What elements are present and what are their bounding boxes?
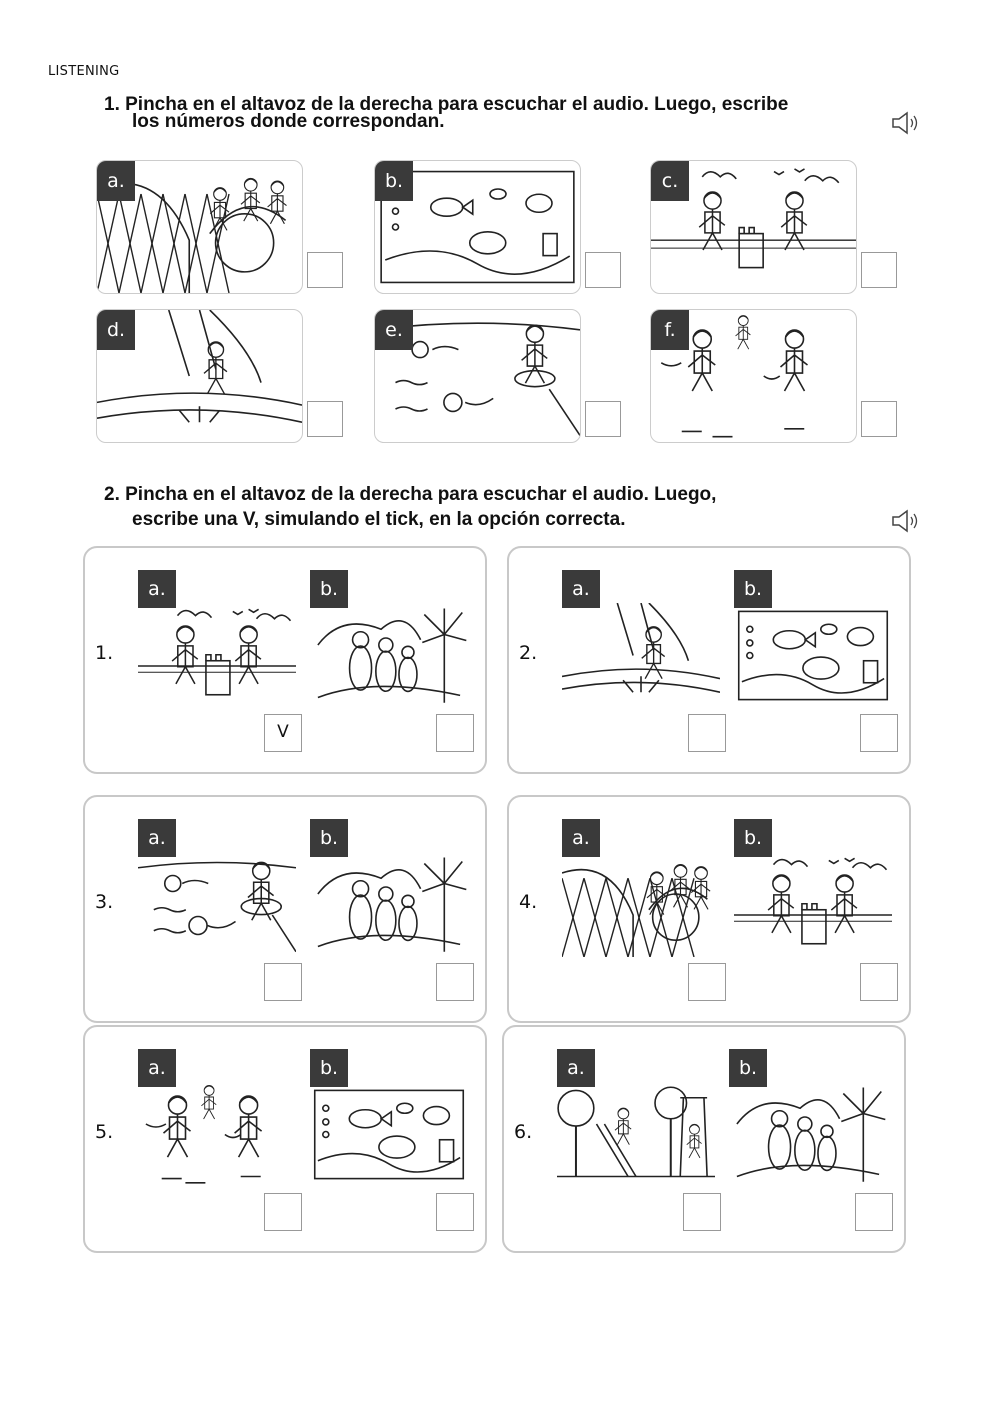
water-slide-illustration xyxy=(562,603,720,708)
option-b-picture xyxy=(310,852,468,957)
option-a-answer-box[interactable] xyxy=(688,714,726,752)
option-a-answer-box[interactable] xyxy=(264,1193,302,1231)
exercise1-picture-6 xyxy=(650,309,857,443)
exercise2-card-3 xyxy=(83,795,487,1023)
picture-tag: a. xyxy=(97,161,135,201)
item-number: 2. xyxy=(519,642,538,664)
option-a-tag: a. xyxy=(557,1049,595,1087)
option-b-picture xyxy=(729,1082,887,1187)
picture-tag: c. xyxy=(651,161,689,201)
option-b-tag: b. xyxy=(734,570,772,608)
zoo-penguins-illustration xyxy=(310,603,468,708)
item-number: 4. xyxy=(519,891,538,913)
aquarium-illustration xyxy=(310,1082,468,1187)
option-b-picture xyxy=(734,603,892,708)
option-b-tag: b. xyxy=(310,819,348,857)
option-b-picture xyxy=(310,603,468,708)
option-a-answer-box[interactable] xyxy=(683,1193,721,1231)
exercise2-instruction-line2: escribe una V, simulando el tick, en la opción correcta. xyxy=(132,509,626,530)
item-number: 3. xyxy=(95,891,114,913)
roller-coaster-illustration xyxy=(562,852,720,957)
option-a-answer-box[interactable]: V xyxy=(264,714,302,752)
playground-illustration xyxy=(557,1082,715,1187)
ice-skating-illustration xyxy=(138,1082,296,1187)
exercise1-picture-5 xyxy=(374,309,581,443)
option-a-picture xyxy=(138,1082,296,1187)
beach-illustration xyxy=(138,603,296,708)
answer-box[interactable] xyxy=(307,401,343,437)
exercise1-picture-1 xyxy=(96,160,303,294)
answer-box[interactable] xyxy=(585,401,621,437)
zoo-penguins-illustration xyxy=(310,852,468,957)
option-b-picture xyxy=(734,852,892,957)
answer-box[interactable] xyxy=(861,252,897,288)
picture-tag: e. xyxy=(375,310,413,350)
picture-tag: f. xyxy=(651,310,689,350)
picture-tag: d. xyxy=(97,310,135,350)
option-a-picture xyxy=(138,852,296,957)
exercise1-instruction xyxy=(104,94,788,132)
option-b-answer-box[interactable] xyxy=(860,714,898,752)
option-a-tag: a. xyxy=(138,1049,176,1087)
exercise2-card-5 xyxy=(83,1025,487,1253)
option-a-tag: a. xyxy=(562,570,600,608)
option-a-tag: a. xyxy=(562,819,600,857)
option-b-answer-box[interactable] xyxy=(436,714,474,752)
worksheet-header: LISTENING xyxy=(48,64,120,79)
exercise2-instruction xyxy=(104,482,716,532)
exercise2-card-6 xyxy=(502,1025,906,1253)
item-number: 6. xyxy=(514,1121,533,1143)
exercise2-card-2 xyxy=(507,546,911,774)
beach-illustration xyxy=(734,852,892,957)
answer-box[interactable] xyxy=(307,252,343,288)
option-a-picture xyxy=(557,1082,715,1187)
exercise2-card-4 xyxy=(507,795,911,1023)
option-a-answer-box[interactable] xyxy=(264,963,302,1001)
exercise1-instruction-line2: los números donde correspondan. xyxy=(132,111,445,132)
swimming-pool-illustration xyxy=(138,852,296,957)
speaker-icon[interactable] xyxy=(890,508,920,534)
exercise2-card-1 xyxy=(83,546,487,774)
aquarium-illustration xyxy=(734,603,892,708)
exercise1-picture-3 xyxy=(650,160,857,294)
option-b-answer-box[interactable] xyxy=(436,963,474,1001)
exercise1-instruction-line1: 1. Pincha en el altavoz de la derecha para escuchar el audio. Luego, escribe xyxy=(104,94,789,115)
option-a-picture xyxy=(562,852,720,957)
answer-box[interactable] xyxy=(585,252,621,288)
answer-box[interactable] xyxy=(861,401,897,437)
option-a-picture xyxy=(562,603,720,708)
exercise1-picture-4 xyxy=(96,309,303,443)
zoo-penguins-illustration xyxy=(729,1082,887,1187)
option-b-answer-box[interactable] xyxy=(436,1193,474,1231)
option-b-picture xyxy=(310,1082,468,1187)
option-a-answer-box[interactable] xyxy=(688,963,726,1001)
option-a-tag: a. xyxy=(138,819,176,857)
option-b-tag: b. xyxy=(310,1049,348,1087)
exercise2-instruction-line1: 2. Pincha en el altavoz de la derecha para escuchar el audio. Luego, xyxy=(104,484,717,505)
option-b-tag: b. xyxy=(734,819,772,857)
option-a-picture xyxy=(138,603,296,708)
item-number: 5. xyxy=(95,1121,114,1143)
picture-tag: b. xyxy=(375,161,413,201)
speaker-icon[interactable] xyxy=(890,110,920,136)
option-b-answer-box[interactable] xyxy=(860,963,898,1001)
option-b-answer-box[interactable] xyxy=(855,1193,893,1231)
option-b-tag: b. xyxy=(729,1049,767,1087)
option-a-tag: a. xyxy=(138,570,176,608)
exercise1-picture-2 xyxy=(374,160,581,294)
item-number: 1. xyxy=(95,642,114,664)
option-b-tag: b. xyxy=(310,570,348,608)
